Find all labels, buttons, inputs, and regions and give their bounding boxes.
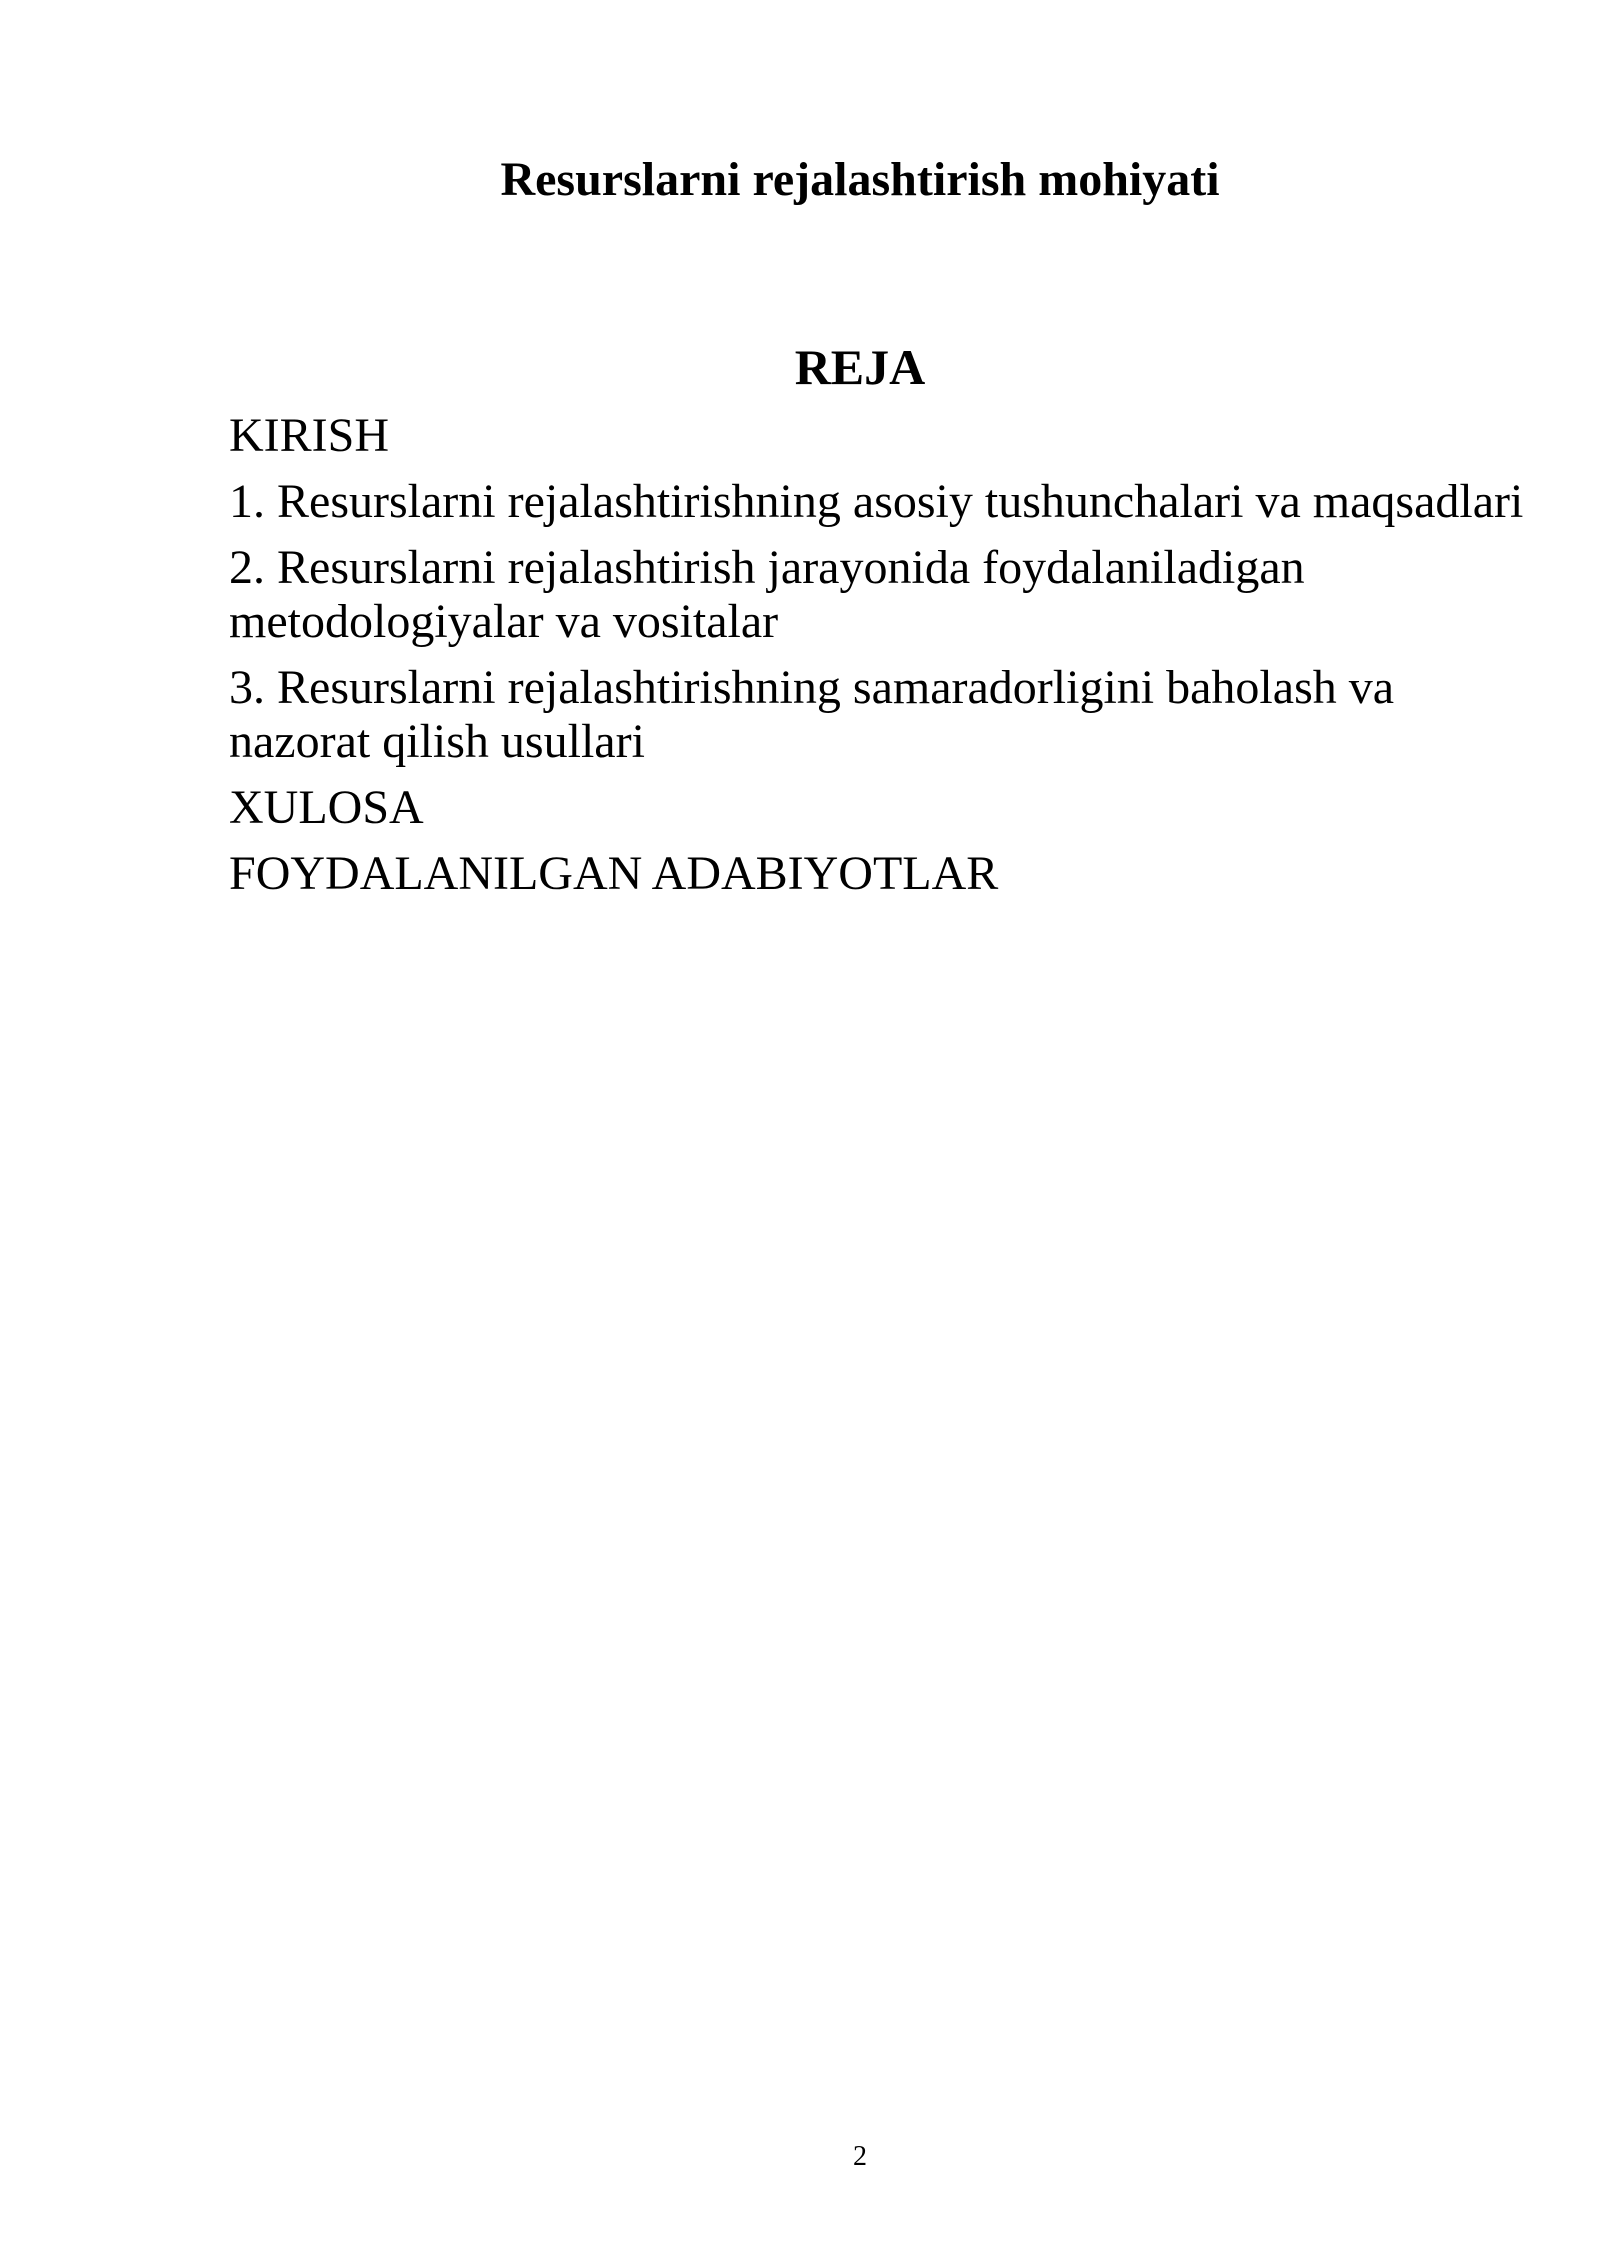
plan-heading: REJA <box>794 339 926 395</box>
plan-item-introduction: KIRISH <box>229 409 390 462</box>
page-number: 2 <box>853 2141 867 2172</box>
plan-item-references: FOYDALANILGAN ADABIYOTLAR <box>229 847 999 900</box>
plan-item-conclusion: XULOSA <box>229 781 424 834</box>
plan-item-3: 3. Resurslarni rejalashtirishning samaradorligini baholash va nazorat qilish usullari <box>229 661 1395 768</box>
plan-item-2: 2. Resurslarni rejalashtirish jarayonida foydalaniladigan metodologiyalar va vositalar <box>229 541 1305 648</box>
document-title: Resurslarni rejalashtirish mohiyati <box>500 153 1220 206</box>
plan-item-1: 1. Resurslarni rejalashtirishning asosiy tushunchalari va maqsadlari <box>229 475 1524 528</box>
plan-list <box>229 409 1529 913</box>
